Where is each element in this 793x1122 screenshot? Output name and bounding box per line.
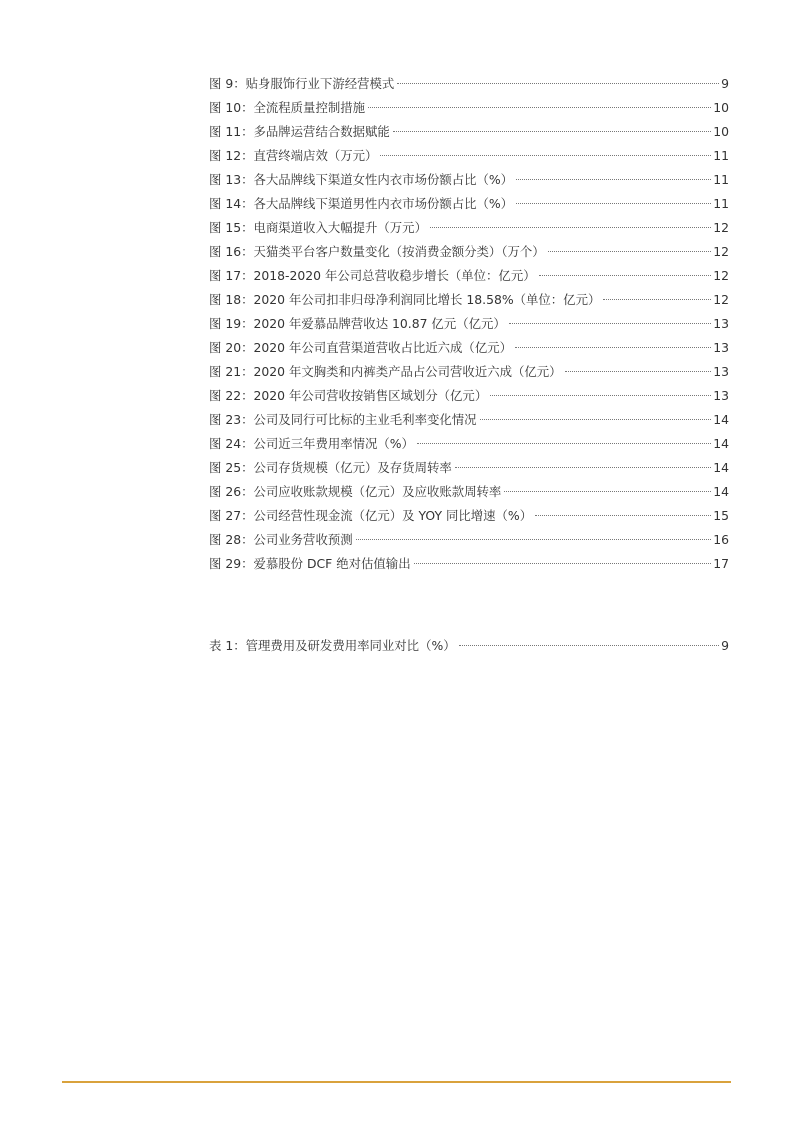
dot-leader bbox=[480, 419, 712, 420]
toc-entry-label: 图 24：公司近三年费用率情况（%） bbox=[209, 436, 414, 451]
dot-leader bbox=[539, 275, 712, 276]
dot-leader bbox=[516, 203, 711, 204]
dot-leader bbox=[509, 323, 711, 324]
dot-leader bbox=[504, 491, 711, 492]
toc-entry-page: 11 bbox=[713, 196, 729, 211]
toc-entry-label: 表 1：管理费用及研发费用率同业对比（%） bbox=[209, 638, 456, 653]
toc-entry[interactable] bbox=[209, 96, 729, 120]
toc-entry[interactable] bbox=[209, 480, 729, 504]
toc-entry-page: 14 bbox=[713, 436, 729, 451]
toc-entry-page: 16 bbox=[713, 532, 729, 547]
toc-entry-label: 图 12：直营终端店效（万元） bbox=[209, 148, 378, 163]
toc-entry-label: 图 27：公司经营性现金流（亿元）及 YOY 同比增速（%） bbox=[209, 508, 533, 523]
toc-entry-label: 图 10：全流程质量控制措施 bbox=[209, 100, 366, 115]
toc-entry-page: 12 bbox=[713, 220, 729, 235]
toc-entry-label: 图 26：公司应收账款规模（亿元）及应收账款周转率 bbox=[209, 484, 502, 499]
toc-entry-page: 12 bbox=[713, 292, 729, 307]
dot-leader bbox=[490, 395, 711, 396]
toc-entry-page: 12 bbox=[713, 268, 729, 283]
toc-entry-page: 9 bbox=[721, 76, 729, 91]
dot-leader bbox=[368, 107, 711, 108]
footer-divider bbox=[62, 1081, 731, 1083]
toc-entry-page: 11 bbox=[713, 148, 729, 163]
dot-leader bbox=[455, 467, 711, 468]
toc-entry[interactable] bbox=[209, 408, 729, 432]
toc-entry[interactable] bbox=[209, 528, 729, 552]
toc-entry-label: 图 13：各大品牌线下渠道女性内衣市场份额占比（%） bbox=[209, 172, 514, 187]
toc-entry-label: 图 25：公司存货规模（亿元）及存货周转率 bbox=[209, 460, 452, 475]
toc-entry[interactable] bbox=[209, 456, 729, 480]
toc-entry[interactable] bbox=[209, 288, 729, 312]
table-list bbox=[209, 634, 729, 658]
toc-entry-page: 13 bbox=[713, 364, 729, 379]
toc-entry-page: 15 bbox=[713, 508, 729, 523]
toc-entry[interactable] bbox=[209, 312, 729, 336]
dot-leader bbox=[430, 227, 711, 228]
toc-entry[interactable] bbox=[209, 432, 729, 456]
toc-entry-page: 14 bbox=[713, 484, 729, 499]
toc-entry[interactable] bbox=[209, 384, 729, 408]
toc-entry-page: 10 bbox=[713, 124, 729, 139]
toc-entry[interactable] bbox=[209, 120, 729, 144]
dot-leader bbox=[515, 347, 711, 348]
toc-entry-page: 12 bbox=[713, 244, 729, 259]
dot-leader bbox=[356, 539, 712, 540]
toc-entry-label: 图 29：爱慕股份 DCF 绝对估值输出 bbox=[209, 556, 411, 571]
toc-entry-label: 图 20：2020 年公司直营渠道营收占比近六成（亿元） bbox=[209, 340, 512, 355]
toc-entry-label: 图 9：贴身服饰行业下游经营模式 bbox=[209, 76, 395, 91]
toc-entry-label: 图 21：2020 年文胸类和内裤类产品占公司营收近六成（亿元） bbox=[209, 364, 562, 379]
toc-entry-page: 13 bbox=[713, 316, 729, 331]
toc-entry-page: 9 bbox=[721, 638, 729, 653]
toc-entry[interactable] bbox=[209, 168, 729, 192]
toc-entry-label: 图 18：2020 年公司扣非归母净利润同比增长 18.58%（单位：亿元） bbox=[209, 292, 601, 307]
toc-entry-page: 13 bbox=[713, 388, 729, 403]
dot-leader bbox=[535, 515, 711, 516]
toc-entry-label: 图 14：各大品牌线下渠道男性内衣市场份额占比（%） bbox=[209, 196, 514, 211]
toc-entry-label: 图 19：2020 年爱慕品牌营收达 10.87 亿元（亿元） bbox=[209, 316, 506, 331]
toc-entry-label: 图 16：天猫类平台客户数量变化（按消费金额分类）（万个） bbox=[209, 244, 545, 259]
toc-entry-label: 图 15：电商渠道收入大幅提升（万元） bbox=[209, 220, 427, 235]
dot-leader bbox=[397, 83, 719, 84]
dot-leader bbox=[459, 645, 719, 646]
dot-leader bbox=[380, 155, 711, 156]
toc-entry[interactable] bbox=[209, 336, 729, 360]
toc-entry-label: 图 17：2018-2020 年公司总营收稳步增长（单位：亿元） bbox=[209, 268, 536, 283]
toc-entry[interactable] bbox=[209, 192, 729, 216]
toc-entry-page: 14 bbox=[713, 460, 729, 475]
toc-entry-label: 图 23：公司及同行可比标的主业毛利率变化情况 bbox=[209, 412, 477, 427]
dot-leader bbox=[516, 179, 711, 180]
toc-entry-page: 13 bbox=[713, 340, 729, 355]
toc-entry[interactable] bbox=[209, 360, 729, 384]
toc-entry[interactable] bbox=[209, 552, 729, 576]
toc-entry-label: 图 22：2020 年公司营收按销售区域划分（亿元） bbox=[209, 388, 488, 403]
toc-entry-label: 图 28：公司业务营收预测 bbox=[209, 532, 353, 547]
toc-entry[interactable] bbox=[209, 264, 729, 288]
toc-entry[interactable] bbox=[209, 240, 729, 264]
toc-entry-label: 图 11：多品牌运营结合数据赋能 bbox=[209, 124, 390, 139]
toc-entry-page: 17 bbox=[713, 556, 729, 571]
toc-entry[interactable] bbox=[209, 504, 729, 528]
dot-leader bbox=[565, 371, 712, 372]
dot-leader bbox=[417, 443, 711, 444]
dot-leader bbox=[548, 251, 712, 252]
toc-entry-page: 11 bbox=[713, 172, 729, 187]
toc-entry[interactable] bbox=[209, 634, 729, 658]
toc-entry[interactable] bbox=[209, 216, 729, 240]
toc-entry[interactable] bbox=[209, 144, 729, 168]
dot-leader bbox=[393, 131, 711, 132]
dot-leader bbox=[414, 563, 712, 564]
toc-entry-page: 14 bbox=[713, 412, 729, 427]
toc-entry-page: 10 bbox=[713, 100, 729, 115]
dot-leader bbox=[603, 299, 711, 300]
figure-list bbox=[209, 72, 729, 576]
toc-entry[interactable] bbox=[209, 72, 729, 96]
